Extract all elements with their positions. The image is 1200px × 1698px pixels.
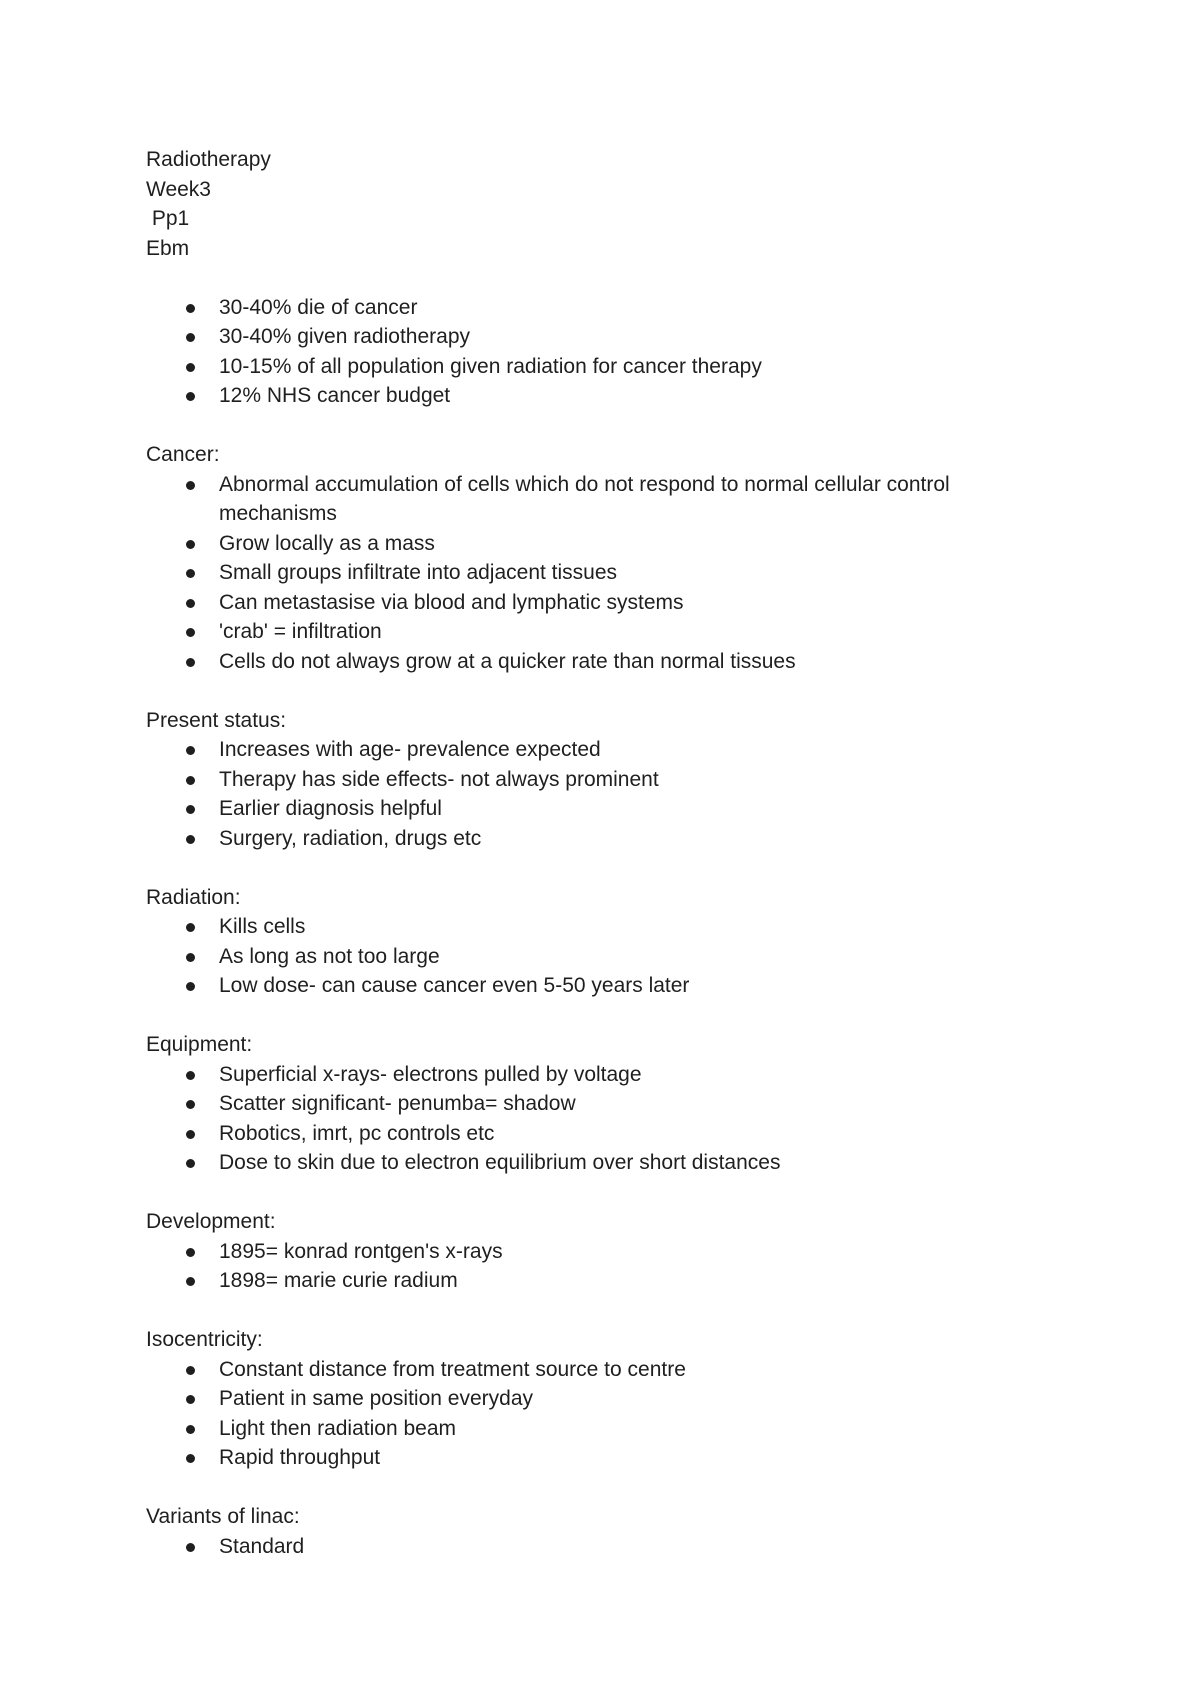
bullet-icon <box>186 1454 195 1463</box>
bullet-icon <box>186 392 195 401</box>
section-bullet-list <box>146 735 1046 853</box>
list-item-text: Surgery, radiation, drugs etc <box>219 826 482 850</box>
list-item <box>146 1237 1046 1267</box>
spacer <box>146 1178 1046 1208</box>
spacer <box>146 676 1046 706</box>
bullet-icon <box>186 1130 195 1139</box>
list-item-text: Light then radiation beam <box>219 1416 456 1440</box>
section-present-status <box>146 706 1046 854</box>
document-header <box>146 145 1046 263</box>
section-isocentricity <box>146 1325 1046 1473</box>
bullet-icon <box>186 982 195 991</box>
list-item-text: Kills cells <box>219 915 306 938</box>
intro-bullet-list <box>146 293 1046 411</box>
bullet-icon <box>186 599 195 608</box>
list-item-text: 10-15% of all population given radiation for cancer therapy <box>219 354 762 378</box>
list-item-text: 1898= marie curie radium <box>219 1269 458 1292</box>
list-item <box>146 1266 1046 1296</box>
list-item <box>146 1148 1046 1178</box>
section-development <box>146 1207 1046 1296</box>
bullet-icon <box>186 658 195 667</box>
section-bullet-list <box>146 1355 1046 1473</box>
list-item-text: Earlier diagnosis helpful <box>219 797 442 820</box>
section-bullet-list <box>146 1237 1046 1296</box>
list-item-text: Grow locally as a mass <box>219 531 435 555</box>
section-bullet-list <box>146 912 1046 1001</box>
list-item-text: 1895= konrad rontgen's x-rays <box>219 1239 503 1263</box>
bullet-icon <box>186 776 195 785</box>
list-item-text: Standard <box>219 1534 305 1558</box>
header-line-title: Radiotherapy <box>146 148 271 171</box>
list-item <box>146 1414 1046 1444</box>
bullet-icon <box>186 953 195 962</box>
list-item-text: Robotics, imrt, pc controls etc <box>219 1121 495 1145</box>
bullet-icon <box>186 1366 195 1375</box>
spacer <box>146 411 1046 441</box>
section-heading: Equipment: <box>146 1033 253 1056</box>
list-item-text: Abnormal accumulation of cells which do not respond to normal cellular control mechanisms <box>219 472 950 525</box>
list-item <box>146 1384 1046 1414</box>
list-item <box>146 617 1046 647</box>
list-item <box>146 735 1046 765</box>
bullet-icon <box>186 805 195 814</box>
header-line-week: Week3 <box>146 177 211 201</box>
bullet-icon <box>186 1071 195 1080</box>
section-variants-of-linac <box>146 1502 1046 1561</box>
list-item <box>146 588 1046 618</box>
list-item <box>146 1060 1046 1090</box>
bullet-icon <box>186 363 195 372</box>
list-item <box>146 794 1046 824</box>
section-heading: Isocentricity: <box>146 1328 263 1351</box>
bullet-icon <box>186 304 195 313</box>
list-item-text: 'crab' = infiltration <box>219 620 382 643</box>
list-item <box>146 558 1046 588</box>
list-item-text: Cells do not always grow at a quicker rate than normal tissues <box>219 649 796 673</box>
bullet-icon <box>186 628 195 637</box>
list-item-text: As long as not too large <box>219 944 440 968</box>
spacer <box>146 853 1046 883</box>
list-item <box>146 824 1046 854</box>
list-item-text: Patient in same position everyday <box>219 1387 534 1410</box>
list-item <box>146 971 1046 1001</box>
section-radiation <box>146 883 1046 1001</box>
bullet-icon <box>186 1543 195 1552</box>
section-bullet-list <box>146 1060 1046 1178</box>
bullet-icon <box>186 481 195 490</box>
header-line-ebm: Ebm <box>146 236 190 260</box>
bullet-icon <box>186 835 195 844</box>
list-item <box>146 912 1046 942</box>
bullet-icon <box>186 1395 195 1404</box>
header-line-pp: Pp1 <box>146 207 190 230</box>
bullet-icon <box>186 1159 195 1168</box>
section-heading: Cancer: <box>146 443 220 466</box>
list-item-text: Can metastasise via blood and lymphatic systems <box>219 590 684 614</box>
section-cancer <box>146 440 1046 676</box>
list-item-text: 12% NHS cancer budget <box>219 384 451 407</box>
list-item <box>146 1532 1046 1562</box>
list-item <box>146 1119 1046 1149</box>
list-item-text: 30-40% die of cancer <box>219 295 418 319</box>
list-item <box>146 647 1046 677</box>
list-item-text: 30-40% given radiotherapy <box>219 325 470 348</box>
list-item <box>146 293 1046 323</box>
list-item <box>146 1089 1046 1119</box>
bullet-icon <box>186 333 195 342</box>
bullet-icon <box>186 1100 195 1109</box>
list-item-text: Increases with age- prevalence expected <box>219 738 601 761</box>
bullet-icon <box>186 1425 195 1434</box>
list-item-text: Dose to skin due to electron equilibrium over short distances <box>219 1151 781 1174</box>
bullet-icon <box>186 923 195 932</box>
list-item <box>146 470 1046 529</box>
list-item <box>146 352 1046 382</box>
section-equipment <box>146 1030 1046 1178</box>
list-item-text: Small groups infiltrate into adjacent tissues <box>219 561 618 584</box>
spacer <box>146 1473 1046 1503</box>
list-item-text: Superficial x-rays- electrons pulled by voltage <box>219 1062 642 1086</box>
list-item-text: Therapy has side effects- not always prominent <box>219 767 659 791</box>
section-heading: Present status: <box>146 708 287 732</box>
spacer <box>146 1001 1046 1031</box>
list-item <box>146 529 1046 559</box>
document-page <box>146 145 1046 1561</box>
list-item-text: Low dose- can cause cancer even 5-50 years later <box>219 974 690 997</box>
list-item <box>146 942 1046 972</box>
bullet-icon <box>186 540 195 549</box>
section-heading: Variants of linac: <box>146 1505 300 1528</box>
list-item <box>146 765 1046 795</box>
list-item-text: Rapid throughput <box>219 1446 381 1469</box>
bullet-icon <box>186 1248 195 1257</box>
section-heading: Radiation: <box>146 885 241 909</box>
spacer <box>146 1296 1046 1326</box>
list-item <box>146 1443 1046 1473</box>
bullet-icon <box>186 569 195 578</box>
list-item <box>146 322 1046 352</box>
list-item <box>146 1355 1046 1385</box>
section-heading: Development: <box>146 1210 276 1233</box>
section-bullet-list <box>146 1532 1046 1562</box>
bullet-icon <box>186 746 195 755</box>
bullet-icon <box>186 1277 195 1286</box>
list-item <box>146 381 1046 411</box>
list-item-text: Scatter significant- penumba= shadow <box>219 1092 576 1115</box>
list-item-text: Constant distance from treatment source to centre <box>219 1357 686 1381</box>
section-bullet-list <box>146 470 1046 677</box>
spacer <box>146 263 1046 293</box>
